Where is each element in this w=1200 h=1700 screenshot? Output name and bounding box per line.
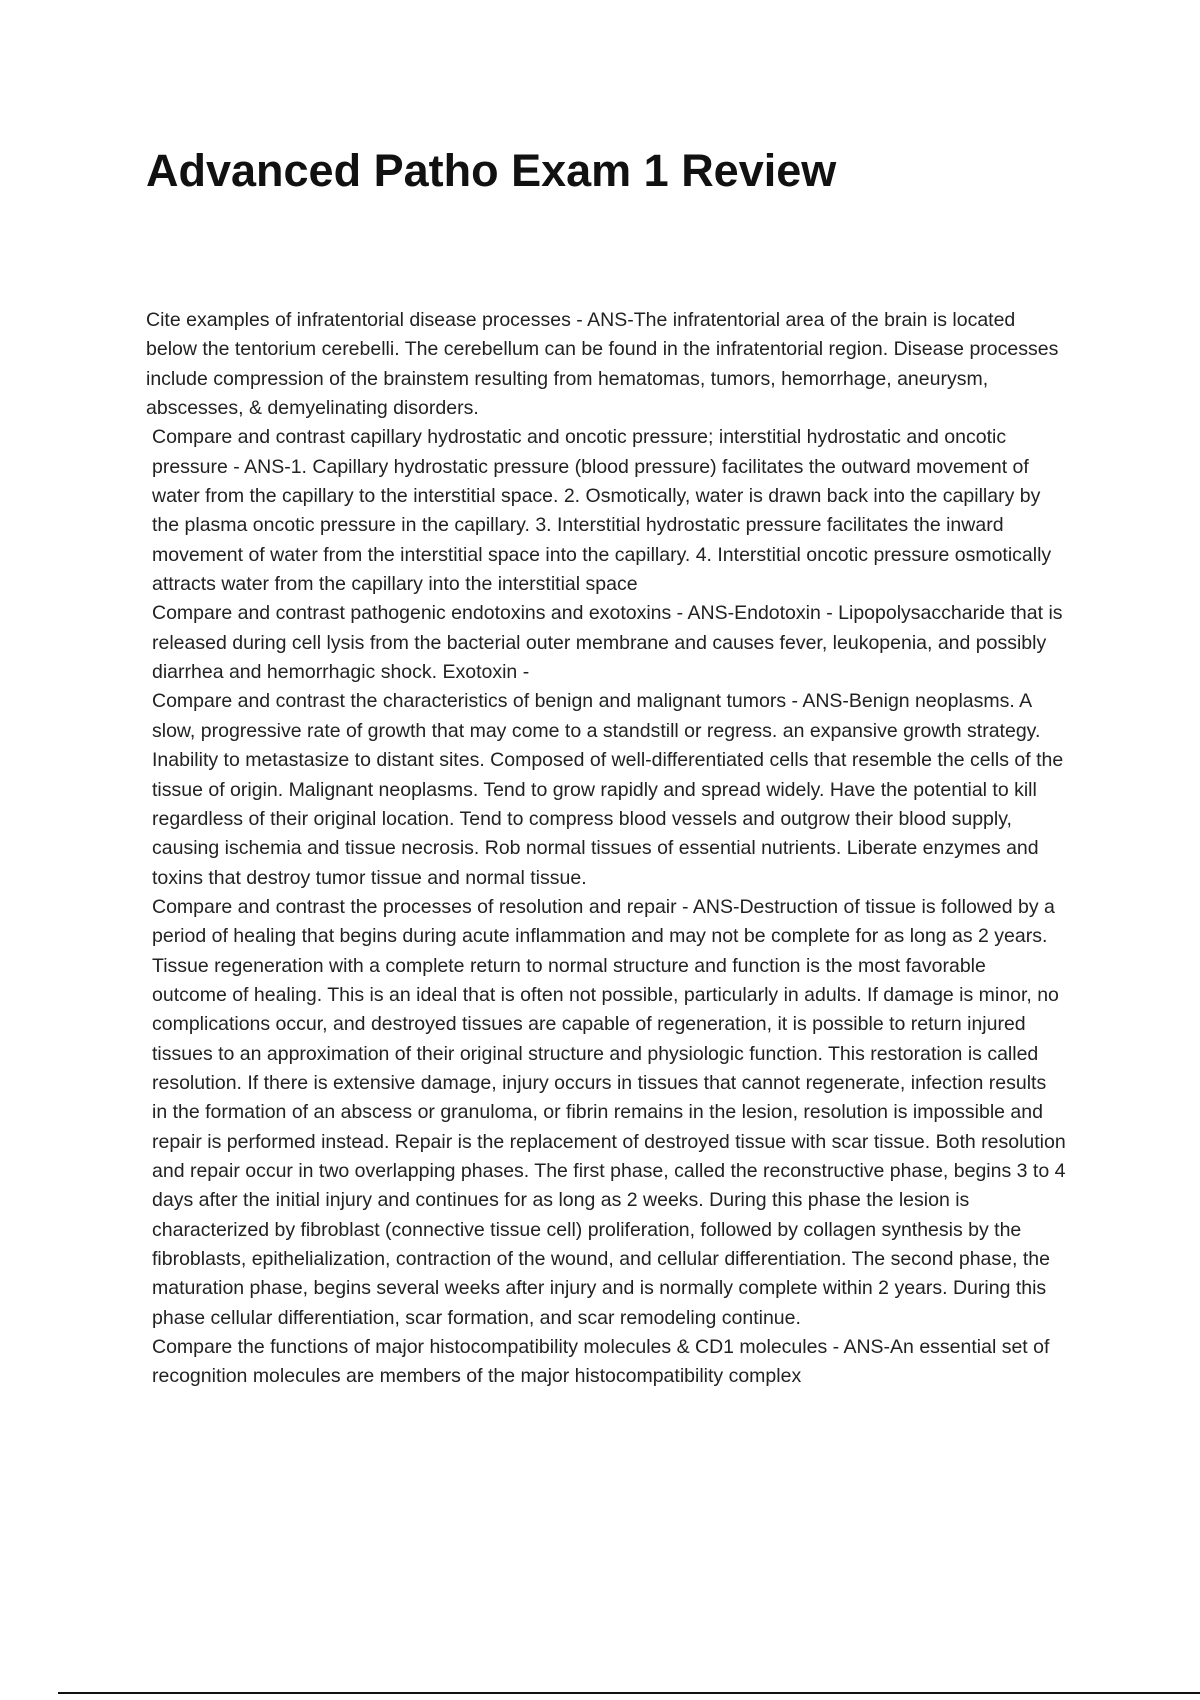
qa-entry-hydrostatic-oncotic: Compare and contrast capillary hydrostatic and oncotic pressure; interstitial hydrostatic and oncotic pressure - ANS-1. Capillary hydrostatic pressure (blood pressure) facilitates the outward movement of water from the capillary to the interstitial space. 2. Osmotically, water is drawn back into the capillary by the plasma oncotic pressure in the capillary. 3. Interstitial hydrostatic pressure facilitates the inward movement of water from the interstitial space into the capillary. 4. Interstitial oncotic pressure osmotically attracts water from the capillary into the interstitial space <box>152 426 1052 596</box>
qa-entry-mhc-cd1: Compare the functions of major histocompatibility molecules & CD1 molecules - ANS-An essential set of recognition molecules are members of the major histocompatibility complex <box>152 1336 1050 1388</box>
qa-entry-endotoxins-exotoxins: Compare and contrast pathogenic endotoxins and exotoxins - ANS-Endotoxin - Lipopolysaccharide that is released during cell lysis from the bacterial outer membrane and causes fever, leukopenia, and possibly diarrhea and hemorrhagic shock. Exotoxin - <box>152 602 1063 684</box>
footer-divider <box>58 1692 1200 1694</box>
page-title: Advanced Patho Exam 1 Review <box>146 145 837 196</box>
document-body <box>146 306 1066 1392</box>
qa-entry-resolution-repair: Compare and contrast the processes of resolution and repair - ANS-Destruction of tissue is followed by a period of healing that begins during acute inflammation and may not be complete for as long as 2 years. Tissue regeneration with a complete return to normal structure and function is the most favorable outcome of healing. This is an ideal that is often not possible, particularly in adults. If damage is minor, no complications occur, and destroyed tissues are capable of regeneration, it is possible to return injured tissues to an approximation of their original structure and physiologic function. This restoration is called resolution. If there is extensive damage, injury occurs in tissues that cannot regenerate, infection results in the formation of an abscess or granuloma, or fibrin remains in the lesion, resolution is impossible and repair is performed instead. Repair is the replacement of destroyed tissue with scar tissue. Both resolution and repair occur in two overlapping phases. The first phase, called the reconstructive phase, begins 3 to 4 days after the initial injury and continues for as long as 2 weeks. During this phase the lesion is characterized by fibroblast (connective tissue cell) proliferation, followed by collagen synthesis by the fibroblasts, epithelialization, contraction of the wound, and cellular differentiation. The second phase, the maturation phase, begins several weeks after injury and is normally complete within 2 years. During this phase cellular differentiation, scar formation, and scar remodeling continue. <box>152 895 1066 1329</box>
qa-entry-infratentorial: Cite examples of infratentorial disease processes - ANS-The infratentorial area of the brain is located below the tentorium cerebelli. The cerebellum can be found in the infratentorial region. Disease processes include compression of the brainstem resulting from hematomas, tumors, hemorrhage, aneurysm, abscesses, & demyelinating disorders. <box>146 309 1059 420</box>
qa-entry-benign-malignant: Compare and contrast the characteristics of benign and malignant tumors - ANS-Benign neoplasms. A slow, progressive rate of growth that may come to a standstill or regress. an expansive growth strategy. Inability to metastasize to distant sites. Composed of well-differentiated cells that resemble the cells of the tissue of origin. Malignant neoplasms. Tend to grow rapidly and spread widely. Have the potential to kill regardless of their original location. Tend to compress blood vessels and outgrow their blood supply, causing ischemia and tissue necrosis. Rob normal tissues of essential nutrients. Liberate enzymes and toxins that destroy tumor tissue and normal tissue. <box>152 690 1064 889</box>
